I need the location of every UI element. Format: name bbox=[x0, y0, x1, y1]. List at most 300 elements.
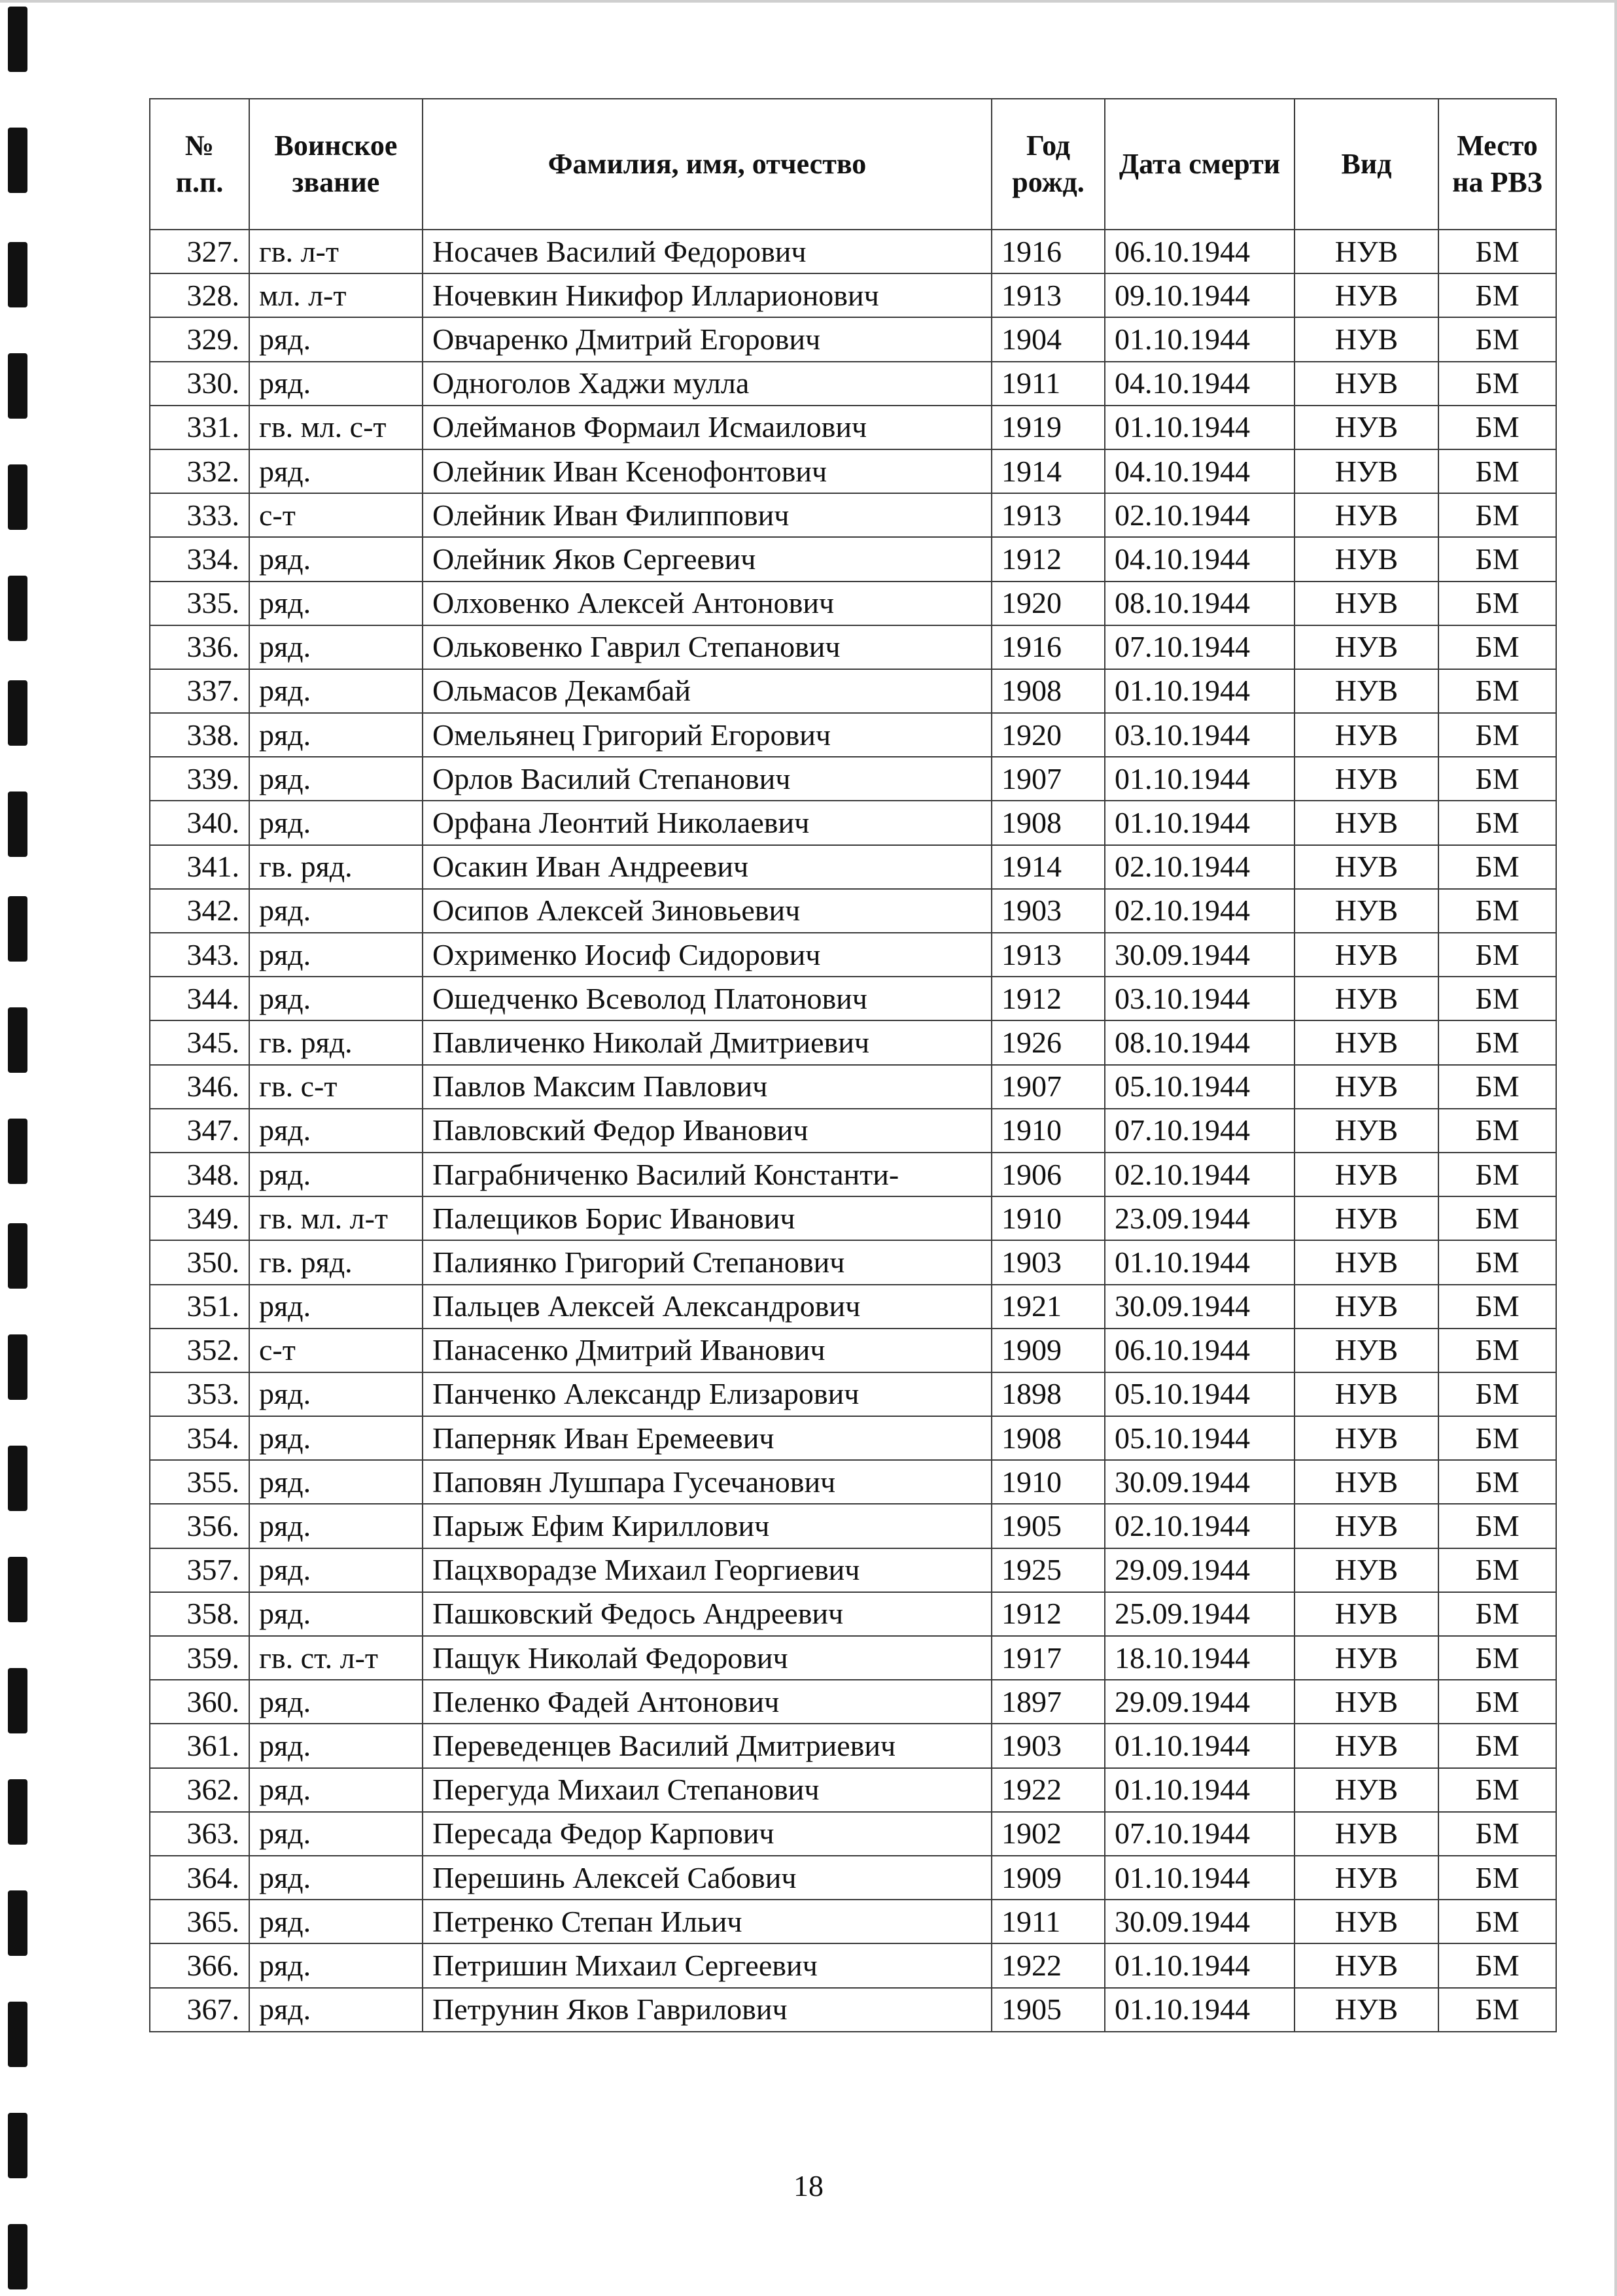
row-number: 356. bbox=[150, 1504, 249, 1548]
row-number: 332. bbox=[150, 449, 249, 493]
rank-cell: ряд. bbox=[249, 1460, 423, 1504]
place-cell: БМ bbox=[1438, 1680, 1556, 1724]
name-cell: Овчаренко Дмитрий Егорович bbox=[423, 317, 992, 361]
birth-year-cell: 1907 bbox=[992, 1065, 1105, 1109]
table-row bbox=[150, 537, 1556, 581]
name-cell: Ошедченко Всеволод Платонович bbox=[423, 977, 992, 1020]
rank-cell: ряд. bbox=[249, 757, 423, 801]
birth-year-cell: 1898 bbox=[992, 1372, 1105, 1416]
death-date-cell: 05.10.1944 bbox=[1105, 1372, 1295, 1416]
birth-year-cell: 1904 bbox=[992, 317, 1105, 361]
death-date-cell: 08.10.1944 bbox=[1105, 582, 1295, 625]
table-row bbox=[150, 1768, 1556, 1812]
kind-cell: НУВ bbox=[1295, 1856, 1438, 1900]
name-cell: Переведенцев Василий Дмитриевич bbox=[423, 1724, 992, 1767]
binding-hole bbox=[8, 1557, 27, 1622]
table-row bbox=[150, 1285, 1556, 1329]
rank-cell: ряд. bbox=[249, 1285, 423, 1329]
name-cell: Омельянец Григорий Егорович bbox=[423, 713, 992, 757]
death-date-cell: 01.10.1944 bbox=[1105, 757, 1295, 801]
table-row bbox=[150, 362, 1556, 406]
row-number: 336. bbox=[150, 625, 249, 669]
place-cell: БМ bbox=[1438, 669, 1556, 713]
table-row bbox=[150, 273, 1556, 317]
place-cell: БМ bbox=[1438, 889, 1556, 933]
place-cell: БМ bbox=[1438, 1329, 1556, 1372]
kind-cell: НУВ bbox=[1295, 933, 1438, 977]
place-cell: БМ bbox=[1438, 1372, 1556, 1416]
birth-year-cell: 1917 bbox=[992, 1636, 1105, 1680]
table-row bbox=[150, 1020, 1556, 1064]
birth-year-cell: 1922 bbox=[992, 1943, 1105, 1987]
rank-cell: с-т bbox=[249, 1329, 423, 1372]
rank-cell: ряд. bbox=[249, 1109, 423, 1153]
row-number: 349. bbox=[150, 1196, 249, 1240]
row-number: 362. bbox=[150, 1768, 249, 1812]
page-number: 18 bbox=[793, 2169, 824, 2202]
row-number: 339. bbox=[150, 757, 249, 801]
binding-hole bbox=[8, 1334, 27, 1400]
kind-cell: НУВ bbox=[1295, 845, 1438, 889]
birth-year-cell: 1916 bbox=[992, 625, 1105, 669]
rank-cell: ряд. bbox=[249, 1900, 423, 1943]
place-cell: БМ bbox=[1438, 1109, 1556, 1153]
birth-year-cell: 1905 bbox=[992, 1988, 1105, 2032]
death-date-cell: 05.10.1944 bbox=[1105, 1065, 1295, 1109]
place-cell: БМ bbox=[1438, 1065, 1556, 1109]
death-date-cell: 01.10.1944 bbox=[1105, 1240, 1295, 1284]
table-row bbox=[150, 1812, 1556, 1856]
birth-year-cell: 1913 bbox=[992, 493, 1105, 537]
binding-hole bbox=[8, 1890, 27, 1956]
place-cell: БМ bbox=[1438, 1504, 1556, 1548]
header-num: № п.п. bbox=[150, 99, 249, 230]
name-cell: Пеленко Фадей Антонович bbox=[423, 1680, 992, 1724]
death-date-cell: 07.10.1944 bbox=[1105, 1109, 1295, 1153]
death-date-cell: 30.09.1944 bbox=[1105, 933, 1295, 977]
table-row bbox=[150, 1065, 1556, 1109]
place-cell: БМ bbox=[1438, 1285, 1556, 1329]
kind-cell: НУВ bbox=[1295, 889, 1438, 933]
table-row bbox=[150, 757, 1556, 801]
row-number: 328. bbox=[150, 273, 249, 317]
birth-year-cell: 1921 bbox=[992, 1285, 1105, 1329]
name-cell: Осипов Алексей Зиновьевич bbox=[423, 889, 992, 933]
row-number: 354. bbox=[150, 1416, 249, 1460]
name-cell: Олховенко Алексей Антонович bbox=[423, 582, 992, 625]
kind-cell: НУВ bbox=[1295, 1065, 1438, 1109]
rank-cell: ряд. bbox=[249, 933, 423, 977]
death-date-cell: 04.10.1944 bbox=[1105, 362, 1295, 406]
rank-cell: ряд. bbox=[249, 1372, 423, 1416]
row-number: 331. bbox=[150, 406, 249, 449]
birth-year-cell: 1914 bbox=[992, 845, 1105, 889]
place-cell: БМ bbox=[1438, 230, 1556, 273]
binding-hole bbox=[8, 1007, 27, 1073]
kind-cell: НУВ bbox=[1295, 493, 1438, 537]
death-date-cell: 01.10.1944 bbox=[1105, 1724, 1295, 1767]
binding-hole bbox=[8, 680, 27, 746]
binding-hole bbox=[8, 1668, 27, 1733]
death-date-cell: 08.10.1944 bbox=[1105, 1020, 1295, 1064]
kind-cell: НУВ bbox=[1295, 1416, 1438, 1460]
rank-cell: ряд. bbox=[249, 1768, 423, 1812]
place-cell: БМ bbox=[1438, 362, 1556, 406]
rank-cell: мл. л-т bbox=[249, 273, 423, 317]
rank-cell: ряд. bbox=[249, 1812, 423, 1856]
name-cell: Перегуда Михаил Степанович bbox=[423, 1768, 992, 1812]
death-date-cell: 07.10.1944 bbox=[1105, 625, 1295, 669]
rank-cell: гв. мл. с-т bbox=[249, 406, 423, 449]
kind-cell: НУВ bbox=[1295, 1592, 1438, 1636]
place-cell: БМ bbox=[1438, 845, 1556, 889]
row-number: 347. bbox=[150, 1109, 249, 1153]
birth-year-cell: 1905 bbox=[992, 1504, 1105, 1548]
name-cell: Пашковский Федось Андреевич bbox=[423, 1592, 992, 1636]
name-cell: Парыж Ефим Кириллович bbox=[423, 1504, 992, 1548]
death-date-cell: 02.10.1944 bbox=[1105, 845, 1295, 889]
row-number: 355. bbox=[150, 1460, 249, 1504]
table-row bbox=[150, 406, 1556, 449]
name-cell: Паповян Лушпара Гусечанович bbox=[423, 1460, 992, 1504]
death-date-cell: 06.10.1944 bbox=[1105, 1329, 1295, 1372]
header-place: Место на РВЗ bbox=[1438, 99, 1556, 230]
rank-cell: ряд. bbox=[249, 977, 423, 1020]
table-row bbox=[150, 1724, 1556, 1767]
birth-year-cell: 1912 bbox=[992, 977, 1105, 1020]
kind-cell: НУВ bbox=[1295, 230, 1438, 273]
name-cell: Петришин Михаил Сергеевич bbox=[423, 1943, 992, 1987]
birth-year-cell: 1913 bbox=[992, 273, 1105, 317]
table-row bbox=[150, 1943, 1556, 1987]
table-row bbox=[150, 801, 1556, 844]
place-cell: БМ bbox=[1438, 1592, 1556, 1636]
header-name: Фамилия, имя, отчество bbox=[423, 99, 992, 230]
name-cell: Охрименко Иосиф Сидорович bbox=[423, 933, 992, 977]
kind-cell: НУВ bbox=[1295, 362, 1438, 406]
death-date-cell: 01.10.1944 bbox=[1105, 801, 1295, 844]
name-cell: Олейманов Формаил Исмаилович bbox=[423, 406, 992, 449]
kind-cell: НУВ bbox=[1295, 1153, 1438, 1196]
birth-year-cell: 1903 bbox=[992, 889, 1105, 933]
name-cell: Ольмасов Декамбай bbox=[423, 669, 992, 713]
row-number: 334. bbox=[150, 537, 249, 581]
birth-year-cell: 1920 bbox=[992, 582, 1105, 625]
rank-cell: ряд. bbox=[249, 1153, 423, 1196]
place-cell: БМ bbox=[1438, 1636, 1556, 1680]
place-cell: БМ bbox=[1438, 977, 1556, 1020]
rank-cell: ряд. bbox=[249, 1988, 423, 2032]
death-date-cell: 30.09.1944 bbox=[1105, 1285, 1295, 1329]
row-number: 341. bbox=[150, 845, 249, 889]
death-date-cell: 18.10.1944 bbox=[1105, 1636, 1295, 1680]
name-cell: Пацхворадзе Михаил Георгиевич bbox=[423, 1548, 992, 1592]
birth-year-cell: 1909 bbox=[992, 1856, 1105, 1900]
death-date-cell: 01.10.1944 bbox=[1105, 1988, 1295, 2032]
table-row bbox=[150, 933, 1556, 977]
name-cell: Паперняк Иван Еремеевич bbox=[423, 1416, 992, 1460]
name-cell: Пересада Федор Карпович bbox=[423, 1812, 992, 1856]
rank-cell: гв. ряд. bbox=[249, 1240, 423, 1284]
death-date-cell: 06.10.1944 bbox=[1105, 230, 1295, 273]
kind-cell: НУВ bbox=[1295, 1196, 1438, 1240]
kind-cell: НУВ bbox=[1295, 582, 1438, 625]
birth-year-cell: 1911 bbox=[992, 1900, 1105, 1943]
birth-year-cell: 1912 bbox=[992, 537, 1105, 581]
kind-cell: НУВ bbox=[1295, 1020, 1438, 1064]
name-cell: Панченко Александр Елизарович bbox=[423, 1372, 992, 1416]
birth-year-cell: 1908 bbox=[992, 669, 1105, 713]
kind-cell: НУВ bbox=[1295, 537, 1438, 581]
kind-cell: НУВ bbox=[1295, 1680, 1438, 1724]
rank-cell: ряд. bbox=[249, 801, 423, 844]
birth-year-cell: 1914 bbox=[992, 449, 1105, 493]
binding-hole bbox=[8, 896, 27, 962]
place-cell: БМ bbox=[1438, 537, 1556, 581]
row-number: 337. bbox=[150, 669, 249, 713]
row-number: 352. bbox=[150, 1329, 249, 1372]
binding-hole bbox=[8, 128, 27, 193]
table-row bbox=[150, 317, 1556, 361]
kind-cell: НУВ bbox=[1295, 317, 1438, 361]
name-cell: Палиянко Григорий Степанович bbox=[423, 1240, 992, 1284]
row-number: 346. bbox=[150, 1065, 249, 1109]
death-date-cell: 09.10.1944 bbox=[1105, 273, 1295, 317]
kind-cell: НУВ bbox=[1295, 1460, 1438, 1504]
name-cell: Носачев Василий Федорович bbox=[423, 230, 992, 273]
death-date-cell: 01.10.1944 bbox=[1105, 1856, 1295, 1900]
binding-hole bbox=[8, 576, 27, 641]
death-date-cell: 03.10.1944 bbox=[1105, 713, 1295, 757]
name-cell: Одноголов Хаджи мулла bbox=[423, 362, 992, 406]
rank-cell: с-т bbox=[249, 493, 423, 537]
table-row bbox=[150, 582, 1556, 625]
table-row bbox=[150, 493, 1556, 537]
kind-cell: НУВ bbox=[1295, 449, 1438, 493]
rank-cell: ряд. bbox=[249, 1680, 423, 1724]
row-number: 350. bbox=[150, 1240, 249, 1284]
place-cell: БМ bbox=[1438, 1988, 1556, 2032]
header-kind: Вид bbox=[1295, 99, 1438, 230]
birth-year-cell: 1907 bbox=[992, 757, 1105, 801]
death-date-cell: 02.10.1944 bbox=[1105, 1153, 1295, 1196]
place-cell: БМ bbox=[1438, 1856, 1556, 1900]
place-cell: БМ bbox=[1438, 449, 1556, 493]
name-cell: Палещиков Борис Иванович bbox=[423, 1196, 992, 1240]
name-cell: Павлов Максим Павлович bbox=[423, 1065, 992, 1109]
birth-year-cell: 1908 bbox=[992, 1416, 1105, 1460]
name-cell: Павловский Федор Иванович bbox=[423, 1109, 992, 1153]
kind-cell: НУВ bbox=[1295, 757, 1438, 801]
rank-cell: ряд. bbox=[249, 1416, 423, 1460]
row-number: 329. bbox=[150, 317, 249, 361]
death-date-cell: 02.10.1944 bbox=[1105, 1504, 1295, 1548]
row-number: 335. bbox=[150, 582, 249, 625]
row-number: 365. bbox=[150, 1900, 249, 1943]
header-birth-year: Год рожд. bbox=[992, 99, 1105, 230]
table-row bbox=[150, 1592, 1556, 1636]
death-date-cell: 04.10.1944 bbox=[1105, 537, 1295, 581]
header-row bbox=[150, 99, 1556, 230]
row-number: 338. bbox=[150, 713, 249, 757]
row-number: 361. bbox=[150, 1724, 249, 1767]
death-date-cell: 29.09.1944 bbox=[1105, 1680, 1295, 1724]
name-cell: Орфана Леонтий Николаевич bbox=[423, 801, 992, 844]
place-cell: БМ bbox=[1438, 1812, 1556, 1856]
name-cell: Олейник Иван Ксенофонтович bbox=[423, 449, 992, 493]
place-cell: БМ bbox=[1438, 1240, 1556, 1284]
death-date-cell: 30.09.1944 bbox=[1105, 1460, 1295, 1504]
birth-year-cell: 1919 bbox=[992, 406, 1105, 449]
row-number: 343. bbox=[150, 933, 249, 977]
death-date-cell: 01.10.1944 bbox=[1105, 317, 1295, 361]
table-row bbox=[150, 1329, 1556, 1372]
binding-hole bbox=[8, 242, 27, 307]
name-cell: Ночевкин Никифор Илларионович bbox=[423, 273, 992, 317]
death-date-cell: 23.09.1944 bbox=[1105, 1196, 1295, 1240]
place-cell: БМ bbox=[1438, 1768, 1556, 1812]
kind-cell: НУВ bbox=[1295, 1285, 1438, 1329]
row-number: 360. bbox=[150, 1680, 249, 1724]
kind-cell: НУВ bbox=[1295, 1548, 1438, 1592]
birth-year-cell: 1908 bbox=[992, 801, 1105, 844]
death-date-cell: 07.10.1944 bbox=[1105, 1812, 1295, 1856]
rank-cell: гв. с-т bbox=[249, 1065, 423, 1109]
rank-cell: ряд. bbox=[249, 1943, 423, 1987]
table-row bbox=[150, 1196, 1556, 1240]
birth-year-cell: 1920 bbox=[992, 713, 1105, 757]
rank-cell: гв. л-т bbox=[249, 230, 423, 273]
death-date-cell: 25.09.1944 bbox=[1105, 1592, 1295, 1636]
kind-cell: НУВ bbox=[1295, 1504, 1438, 1548]
birth-year-cell: 1902 bbox=[992, 1812, 1105, 1856]
name-cell: Олейник Иван Филиппович bbox=[423, 493, 992, 537]
place-cell: БМ bbox=[1438, 713, 1556, 757]
name-cell: Петрунин Яков Гаврилович bbox=[423, 1988, 992, 2032]
binding-hole bbox=[8, 2224, 27, 2289]
burial-register-table bbox=[149, 98, 1557, 2032]
kind-cell: НУВ bbox=[1295, 273, 1438, 317]
kind-cell: НУВ bbox=[1295, 1372, 1438, 1416]
birth-year-cell: 1909 bbox=[992, 1329, 1105, 1372]
row-number: 348. bbox=[150, 1153, 249, 1196]
death-date-cell: 29.09.1944 bbox=[1105, 1548, 1295, 1592]
binding-hole bbox=[8, 1223, 27, 1289]
row-number: 333. bbox=[150, 493, 249, 537]
birth-year-cell: 1910 bbox=[992, 1196, 1105, 1240]
name-cell: Перешинь Алексей Сабович bbox=[423, 1856, 992, 1900]
table-row bbox=[150, 1240, 1556, 1284]
table-row bbox=[150, 889, 1556, 933]
death-date-cell: 04.10.1944 bbox=[1105, 449, 1295, 493]
binding-hole bbox=[8, 1779, 27, 1845]
row-number: 358. bbox=[150, 1592, 249, 1636]
birth-year-cell: 1903 bbox=[992, 1240, 1105, 1284]
rank-cell: ряд. bbox=[249, 1504, 423, 1548]
name-cell: Петренко Степан Ильич bbox=[423, 1900, 992, 1943]
rank-cell: ряд. bbox=[249, 713, 423, 757]
table-row bbox=[150, 1680, 1556, 1724]
kind-cell: НУВ bbox=[1295, 1109, 1438, 1153]
name-cell: Ольковенко Гаврил Степанович bbox=[423, 625, 992, 669]
rank-cell: гв. мл. л-т bbox=[249, 1196, 423, 1240]
binding-hole bbox=[8, 791, 27, 857]
kind-cell: НУВ bbox=[1295, 1812, 1438, 1856]
header-rank: Воинское звание bbox=[249, 99, 423, 230]
birth-year-cell: 1922 bbox=[992, 1768, 1105, 1812]
place-cell: БМ bbox=[1438, 801, 1556, 844]
place-cell: БМ bbox=[1438, 1153, 1556, 1196]
row-number: 345. bbox=[150, 1020, 249, 1064]
birth-year-cell: 1910 bbox=[992, 1460, 1105, 1504]
binding-hole bbox=[8, 353, 27, 419]
birth-year-cell: 1926 bbox=[992, 1020, 1105, 1064]
rank-cell: ряд. bbox=[249, 449, 423, 493]
name-cell: Орлов Василий Степанович bbox=[423, 757, 992, 801]
birth-year-cell: 1912 bbox=[992, 1592, 1105, 1636]
kind-cell: НУВ bbox=[1295, 1724, 1438, 1767]
table-row bbox=[150, 669, 1556, 713]
place-cell: БМ bbox=[1438, 757, 1556, 801]
death-date-cell: 01.10.1944 bbox=[1105, 1943, 1295, 1987]
table-row bbox=[150, 1504, 1556, 1548]
birth-year-cell: 1911 bbox=[992, 362, 1105, 406]
name-cell: Паграбниченко Василий Константи- bbox=[423, 1153, 992, 1196]
rank-cell: гв. ст. л-т bbox=[249, 1636, 423, 1680]
death-date-cell: 02.10.1944 bbox=[1105, 889, 1295, 933]
row-number: 366. bbox=[150, 1943, 249, 1987]
binding-hole bbox=[8, 1446, 27, 1511]
kind-cell: НУВ bbox=[1295, 1943, 1438, 1987]
row-number: 340. bbox=[150, 801, 249, 844]
table-header bbox=[150, 99, 1556, 230]
kind-cell: НУВ bbox=[1295, 625, 1438, 669]
rank-cell: гв. ряд. bbox=[249, 845, 423, 889]
name-cell: Панасенко Дмитрий Иванович bbox=[423, 1329, 992, 1372]
kind-cell: НУВ bbox=[1295, 1768, 1438, 1812]
name-cell: Осакин Иван Андреевич bbox=[423, 845, 992, 889]
place-cell: БМ bbox=[1438, 933, 1556, 977]
table-row bbox=[150, 449, 1556, 493]
table-row bbox=[150, 230, 1556, 273]
table-row bbox=[150, 1153, 1556, 1196]
row-number: 364. bbox=[150, 1856, 249, 1900]
place-cell: БМ bbox=[1438, 1196, 1556, 1240]
place-cell: БМ bbox=[1438, 1020, 1556, 1064]
table-row bbox=[150, 1460, 1556, 1504]
rank-cell: ряд. bbox=[249, 889, 423, 933]
row-number: 327. bbox=[150, 230, 249, 273]
row-number: 367. bbox=[150, 1988, 249, 2032]
birth-year-cell: 1913 bbox=[992, 933, 1105, 977]
death-date-cell: 05.10.1944 bbox=[1105, 1416, 1295, 1460]
name-cell: Павличенко Николай Дмитриевич bbox=[423, 1020, 992, 1064]
rank-cell: ряд. bbox=[249, 669, 423, 713]
death-date-cell: 30.09.1944 bbox=[1105, 1900, 1295, 1943]
row-number: 363. bbox=[150, 1812, 249, 1856]
birth-year-cell: 1897 bbox=[992, 1680, 1105, 1724]
row-number: 351. bbox=[150, 1285, 249, 1329]
table-row bbox=[150, 1856, 1556, 1900]
table-body bbox=[150, 230, 1556, 2032]
binding-hole bbox=[8, 7, 27, 72]
table-row bbox=[150, 1548, 1556, 1592]
table-row bbox=[150, 977, 1556, 1020]
table-row bbox=[150, 1636, 1556, 1680]
row-number: 342. bbox=[150, 889, 249, 933]
birth-year-cell: 1906 bbox=[992, 1153, 1105, 1196]
place-cell: БМ bbox=[1438, 1548, 1556, 1592]
